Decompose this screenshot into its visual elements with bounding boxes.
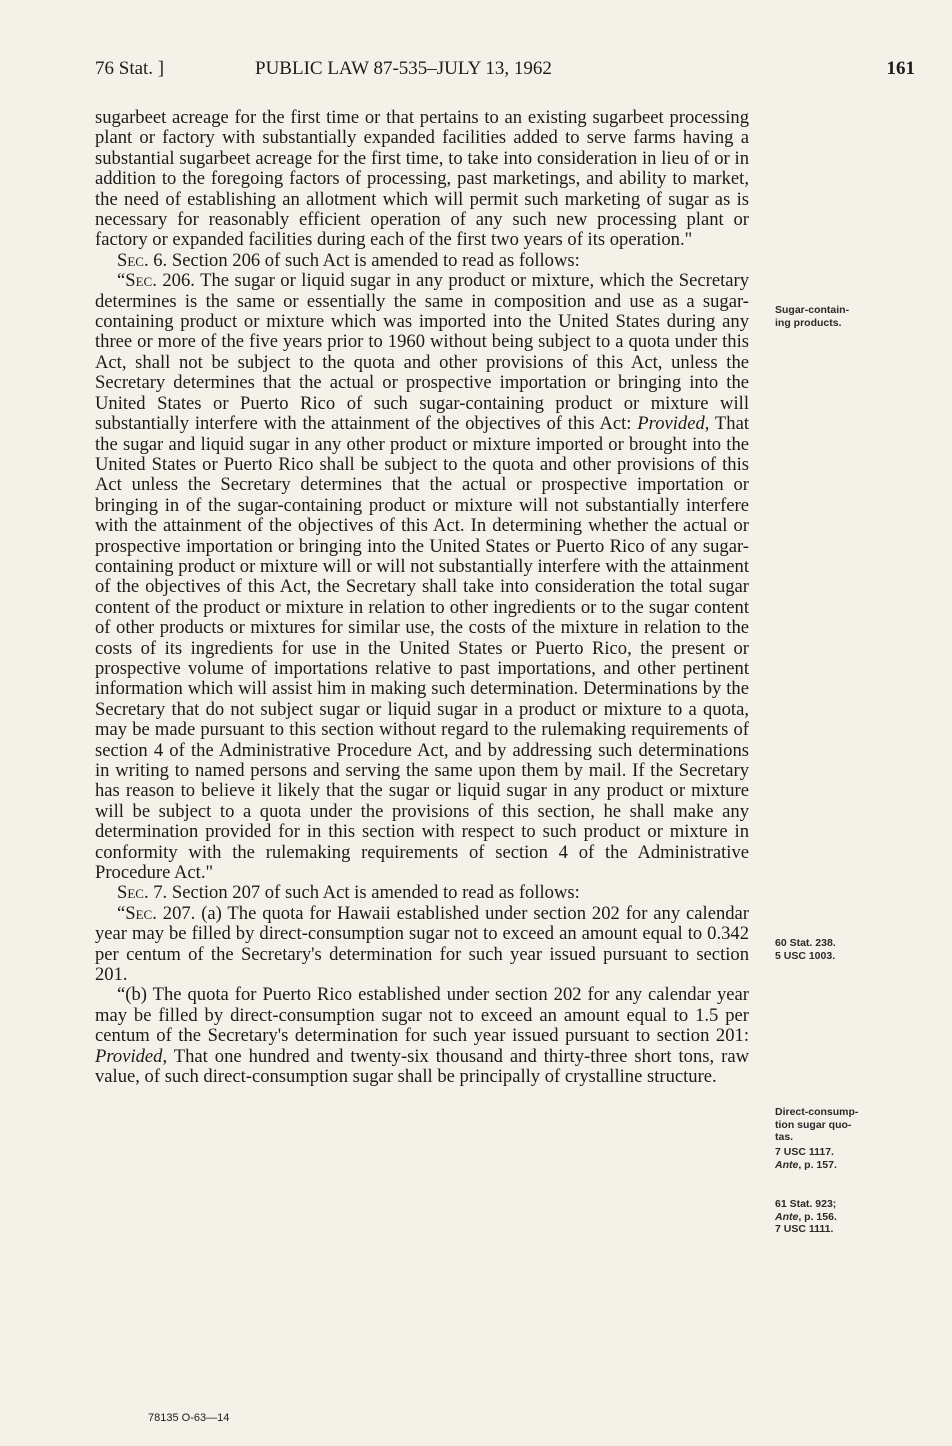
margin-note-line: Direct-consump- (775, 1106, 859, 1118)
section-label: Sec. (125, 902, 157, 924)
section-207a-text: 207. (a) The quota for Hawaii established under section 202 for any calendar year may be filled by direct-consumption sugar not to exceed an amount equal to 0.342 per centum of the Secretary's determination for such year issued pursuant to section 201. (95, 902, 749, 986)
margin-note-line: ing products. (775, 316, 842, 329)
margin-note-fragment: , p. 157. (798, 1158, 837, 1171)
margin-note-line: 7 USC 1111. (775, 1223, 834, 1235)
margin-note-line (775, 1211, 895, 1224)
margin-note-line: 5 USC 1003. (775, 949, 836, 962)
section-7-paragraph (95, 883, 749, 903)
margin-note-fragment: , p. 156. (798, 1210, 837, 1223)
ante-term: Ante (775, 1210, 799, 1223)
margin-note-line: tion sugar quo- (775, 1118, 852, 1131)
margin-note-line: 61 Stat. 923; (775, 1198, 837, 1210)
open-quote: “ (117, 270, 126, 292)
margin-note-sugar-containing-products (775, 304, 895, 329)
body-text (95, 108, 749, 1088)
margin-note-line: tas. (775, 1131, 794, 1143)
margin-note-citation-60-stat (775, 937, 895, 962)
section-207b-paragraph (95, 985, 749, 1087)
page-title: PUBLIC LAW 87-535–JULY 13, 1962 (255, 58, 552, 79)
section-207a-paragraph (95, 904, 749, 986)
section-206-text-post: , That the sugar and liquid sugar in any other product or mixture imported or brought into the United States or Puerto Rico shall be subject to the quota and other provisions of this Act unless the Secretary determines that the actual or prospective importation or bringing in of the sugar-containing product or mixture will not substantially interfere with the attainment of the objectives of this Act. In determining whether the actual or prospective importation or bringing into the United States or Puerto Rico of any sugar-containing product or mixture will or will not substantially interfere with the attainment of the objectives of this Act, the Secretary shall take into consideration the total sugar content of the product or mixture in relation to other ingredients or to the sugar content of other products or mixtures for similar use, the costs of the mixture in relation to the costs of its ingredients for use in the United States or Puerto Rico, the present or prospective volume of importations relative to past importations, and other pertinent information which will assist him in making such determination. Determinations by the Secretary that do not subject sugar or liquid sugar in a product or mixture to a quota, may be made pursuant to this section without regard to the rulemaking requirements of section 4 of the Administrative Procedure Act, and by addressing such determinations in writing to named persons and serving the same upon them by mail. If the Secretary has reason to believe it likely that the sugar or liquid sugar in any product or mixture will be subject to a quota under the provisions of this section, he shall make any determination provided for in this section with respect to such product or mixture in conformity with the rulemaking requirements of section 4 of the Administrative Procedure Act." (95, 413, 749, 884)
provided-term: Provided (637, 413, 705, 435)
section-label: Sec. (125, 270, 157, 292)
volume-reference: 76 Stat. ] (95, 58, 165, 79)
page-number: 161 (886, 58, 915, 79)
provided-term: Provided (95, 1045, 163, 1067)
section-7-text: 7. Section 207 of such Act is amended to read as follows: (148, 882, 580, 904)
margin-note-line: 7 USC 1117. (775, 1146, 834, 1158)
margin-note-citation-61-stat (775, 1198, 895, 1236)
section-207b-text-post: , That one hundred and twenty-six thousand and thirty-three short tons, raw value, of such direct-consumption sugar shall be principally of crystalline structure. (95, 1045, 749, 1088)
margin-note-line: Sugar-contain- (775, 304, 850, 316)
section-6-paragraph (95, 251, 749, 271)
ante-term: Ante (775, 1158, 799, 1171)
section-label: Sec. (117, 882, 149, 904)
section-207b-text-pre: “(b) The quota for Puerto Rico established under section 202 for any calendar year may be filled by direct-consumption sugar not to exceed an amount equal to 1.5 per centum of the Secretary's determination for such year issued pursuant to section 201: (95, 984, 749, 1047)
paragraph-continuation: sugarbeet acreage for the first time or that pertains to an existing sugarbeet processing plant or factory with substantially expanded facilities added to serve farms having a substantial sugarbeet acreage for the first time, to take into consideration in lieu of or in addition to the foregoing factors of processing, past marketings, and ability to market, the need of establishing an allotment which will permit such marketing of sugar as is necessary for reasonably efficient operation of any such new processing plant or factory or expanded facilities during each of the first two years of its operation." (95, 107, 749, 251)
margin-note-line: 60 Stat. 238. (775, 937, 836, 949)
section-label: Sec. (117, 249, 149, 271)
margin-note-citation-7-usc-1117 (775, 1146, 895, 1171)
section-206-paragraph (95, 271, 749, 883)
section-6-text: 6. Section 206 of such Act is amended to read as follows: (148, 249, 580, 271)
section-206-text-pre: 206. The sugar or liquid sugar in any product or mixture, which the Secretary determines is the same or essentially the same in composition and use as a sugar-containing product or mixture which was imported into the United States during any three or more of the five years prior to 1960 without being subject to a quota under this Act, shall not be subject to the quota and other provisions of this Act, unless the Secretary determines that the actual or prospective importation or bringing into the United States or Puerto Rico of such sugar-containing product or mixture will substantially interfere with the attainment of the objectives of this Act: (95, 270, 749, 435)
footer-code: 78135 O-63—14 (148, 1412, 230, 1424)
margin-note-line (775, 1159, 895, 1172)
margin-note-direct-consumption (775, 1106, 895, 1144)
page-header (95, 58, 915, 84)
open-quote: “ (117, 902, 126, 924)
